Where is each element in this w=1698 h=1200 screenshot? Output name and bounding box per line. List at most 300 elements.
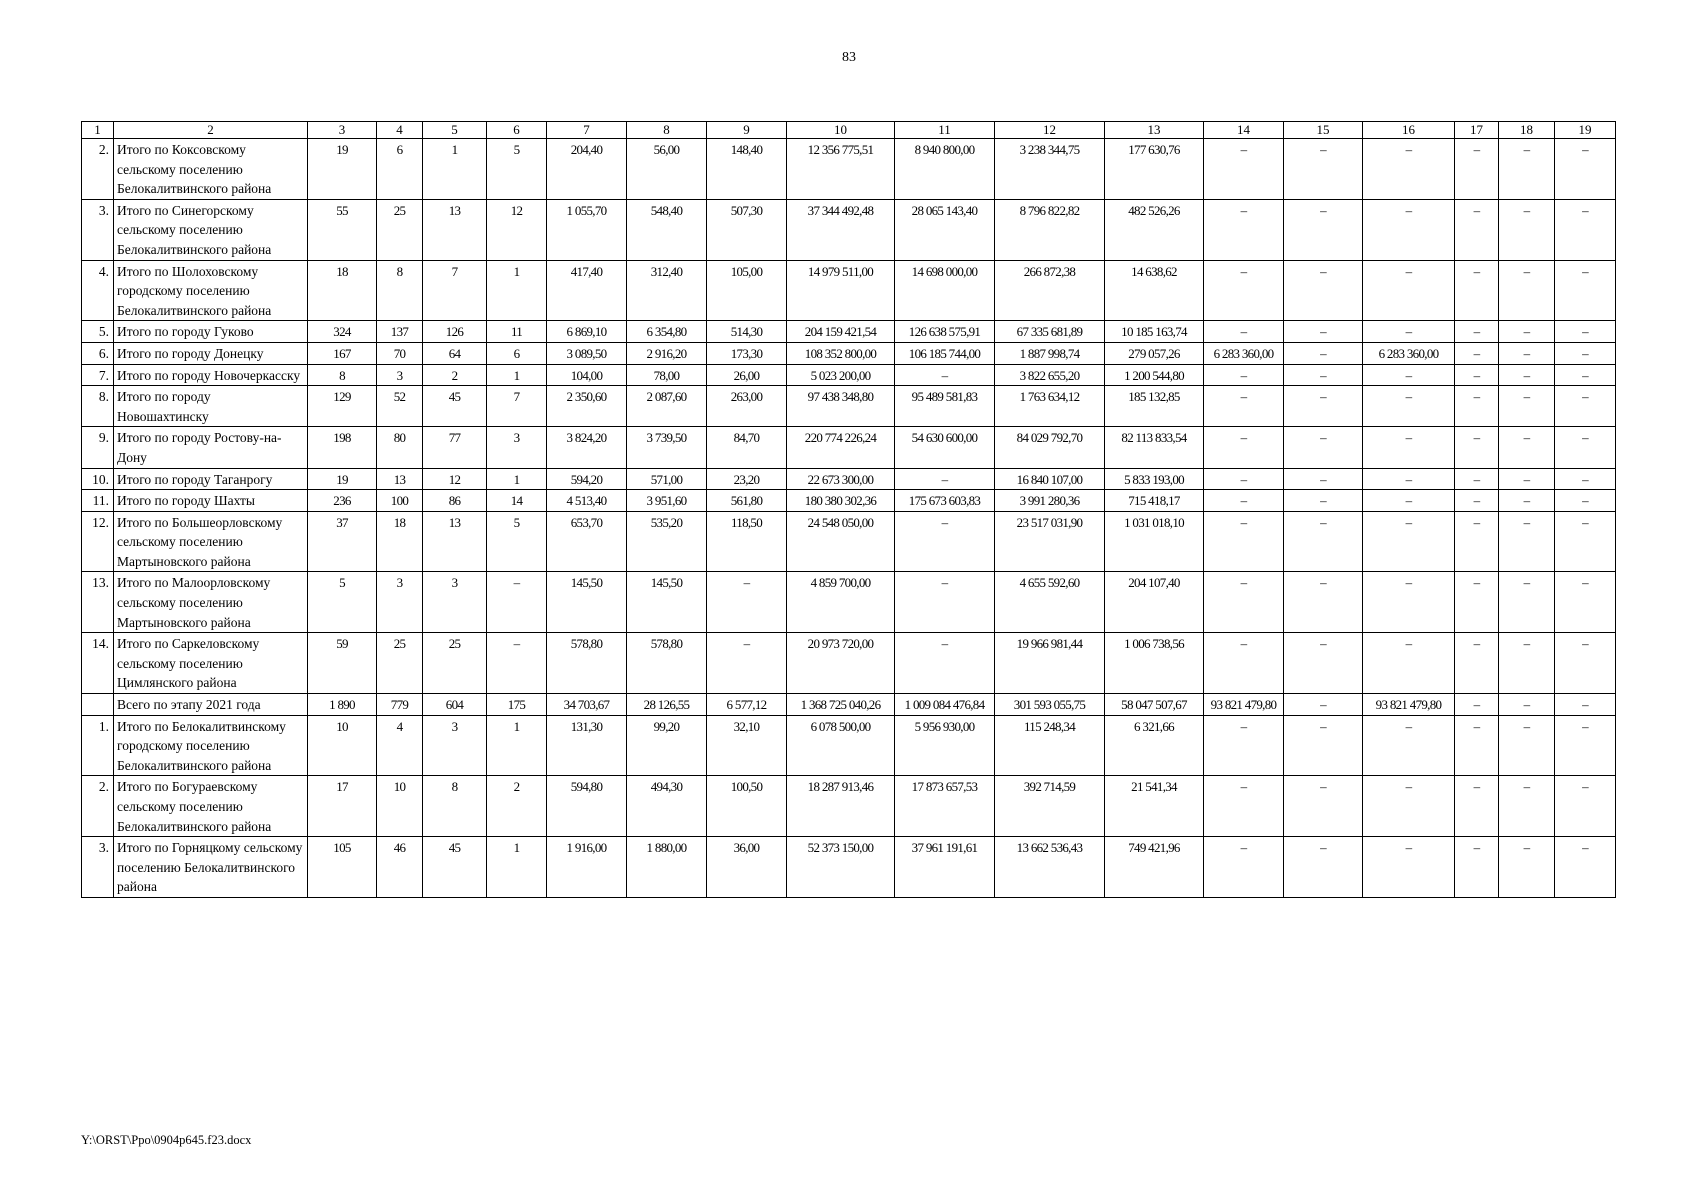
value-cell: 3 [423,572,487,633]
value-cell: 58 047 507,67 [1105,694,1204,716]
value-cell: 7 [487,386,547,427]
row-number-cell: 13. [82,572,114,633]
value-cell: – [1455,490,1499,512]
value-cell: 312,40 [627,260,707,321]
value-cell: 32,10 [707,715,787,776]
value-cell: – [1455,633,1499,694]
value-cell: – [1284,139,1363,200]
row-number-cell: 11. [82,490,114,512]
value-cell: 266 872,38 [995,260,1105,321]
column-number: 5 [423,122,487,139]
row-name-cell: Итого по Богураевскому сельскому поселению Белокалитвинского района [114,776,308,837]
table-row [82,715,1616,776]
value-cell: 78,00 [627,364,707,386]
row-name-cell: Итого по городу Шахты [114,490,308,512]
value-cell: 11 [487,321,547,343]
value-cell: 198 [308,427,377,468]
value-cell: 115 248,34 [995,715,1105,776]
value-cell: 3 [377,572,423,633]
value-cell: 167 [308,342,377,364]
column-number: 12 [995,122,1105,139]
value-cell: – [1555,511,1616,572]
value-cell: 180 380 302,36 [787,490,895,512]
column-number: 8 [627,122,707,139]
value-cell: 1 [487,260,547,321]
value-cell: – [895,511,995,572]
value-cell: 6 078 500,00 [787,715,895,776]
value-cell: 2 350,60 [547,386,627,427]
value-cell: – [1555,694,1616,716]
value-cell: 1 006 738,56 [1105,633,1204,694]
value-cell: – [1499,139,1555,200]
value-cell: – [1204,321,1284,343]
value-cell: 13 [377,468,423,490]
value-cell: 1 887 998,74 [995,342,1105,364]
row-name-cell: Итого по Белокалитвинскому городскому поселению Белокалитвинского района [114,715,308,776]
value-cell: – [1363,199,1455,260]
value-cell: 10 [377,776,423,837]
value-cell: 1 055,70 [547,199,627,260]
value-cell: 70 [377,342,423,364]
value-cell: 16 840 107,00 [995,468,1105,490]
table-row [82,468,1616,490]
row-number-cell: 5. [82,321,114,343]
row-number-cell: 4. [82,260,114,321]
value-cell: 6 [377,139,423,200]
row-number-cell: 3. [82,837,114,898]
value-cell: 80 [377,427,423,468]
value-cell: – [1284,260,1363,321]
row-number-cell: 10. [82,468,114,490]
value-cell: 18 287 913,46 [787,776,895,837]
value-cell: 1 031 018,10 [1105,511,1204,572]
value-cell: 137 [377,321,423,343]
value-cell: – [895,633,995,694]
column-number: 3 [308,122,377,139]
column-number: 2 [114,122,308,139]
table-row [82,511,1616,572]
value-cell: 108 352 800,00 [787,342,895,364]
value-cell: 594,80 [547,776,627,837]
value-cell: – [1284,364,1363,386]
value-cell: – [1363,572,1455,633]
value-cell: 105,00 [707,260,787,321]
row-name-cell: Итого по городу Новочеркасску [114,364,308,386]
column-number: 16 [1363,122,1455,139]
table-row [82,321,1616,343]
value-cell: – [1555,139,1616,200]
value-cell: – [1204,776,1284,837]
value-cell: – [1363,321,1455,343]
row-number-cell: 8. [82,386,114,427]
value-cell: – [1363,468,1455,490]
value-cell: 67 335 681,89 [995,321,1105,343]
value-cell: 482 526,26 [1105,199,1204,260]
value-cell: 715 418,17 [1105,490,1204,512]
row-number-cell: 9. [82,427,114,468]
value-cell: 82 113 833,54 [1105,427,1204,468]
value-cell: 45 [423,386,487,427]
row-number-cell: 12. [82,511,114,572]
row-number-cell: 2. [82,776,114,837]
value-cell: 37 961 191,61 [895,837,995,898]
value-cell: – [1555,715,1616,776]
value-cell: – [1555,468,1616,490]
value-cell: 28 065 143,40 [895,199,995,260]
value-cell: 59 [308,633,377,694]
row-name-cell: Итого по городу Гуково [114,321,308,343]
table-row [82,694,1616,716]
data-table [81,121,1616,898]
value-cell: – [1499,342,1555,364]
value-cell: 55 [308,199,377,260]
value-cell: 3 [423,715,487,776]
value-cell: – [1555,260,1616,321]
value-cell: – [1284,715,1363,776]
value-cell: 18 [308,260,377,321]
value-cell: – [1499,694,1555,716]
value-cell: 129 [308,386,377,427]
value-cell: 77 [423,427,487,468]
value-cell: 99,20 [627,715,707,776]
value-cell: – [1555,776,1616,837]
value-cell: 14 698 000,00 [895,260,995,321]
column-number: 19 [1555,122,1616,139]
value-cell: 204 107,40 [1105,572,1204,633]
value-cell: 7 [423,260,487,321]
value-cell: 12 356 775,51 [787,139,895,200]
value-cell: – [1499,490,1555,512]
value-cell: 578,80 [627,633,707,694]
value-cell: – [1555,342,1616,364]
value-cell: – [1455,511,1499,572]
column-number: 14 [1204,122,1284,139]
table-row [82,342,1616,364]
value-cell: – [1363,490,1455,512]
row-number-cell: 6. [82,342,114,364]
value-cell: – [1455,837,1499,898]
value-cell: 263,00 [707,386,787,427]
value-cell: 86 [423,490,487,512]
value-cell: 1 368 725 040,26 [787,694,895,716]
row-number-cell [82,694,114,716]
value-cell: 21 541,34 [1105,776,1204,837]
value-cell: 4 513,40 [547,490,627,512]
value-cell: – [1555,321,1616,343]
value-cell: – [1555,837,1616,898]
value-cell: 301 593 055,75 [995,694,1105,716]
value-cell: 3 991 280,36 [995,490,1105,512]
value-cell: 26,00 [707,364,787,386]
value-cell: 24 548 050,00 [787,511,895,572]
value-cell: 18 [377,511,423,572]
value-cell: 1 880,00 [627,837,707,898]
value-cell: 13 [423,511,487,572]
value-cell: – [1499,321,1555,343]
value-cell: 2 916,20 [627,342,707,364]
table-row [82,199,1616,260]
value-cell: – [1284,837,1363,898]
value-cell: 12 [423,468,487,490]
value-cell: – [1284,511,1363,572]
value-cell: 653,70 [547,511,627,572]
value-cell: – [1204,364,1284,386]
value-cell: 1 [487,468,547,490]
value-cell: 279 057,26 [1105,342,1204,364]
value-cell: – [1455,694,1499,716]
value-cell: – [1499,715,1555,776]
value-cell: – [1499,572,1555,633]
column-number: 15 [1284,122,1363,139]
value-cell: 95 489 581,83 [895,386,995,427]
value-cell: 23 517 031,90 [995,511,1105,572]
value-cell: 779 [377,694,423,716]
value-cell: 749 421,96 [1105,837,1204,898]
value-cell: 3 [377,364,423,386]
value-cell: 93 821 479,80 [1363,694,1455,716]
value-cell: – [1204,511,1284,572]
value-cell: 3 739,50 [627,427,707,468]
value-cell: 494,30 [627,776,707,837]
value-cell: 84,70 [707,427,787,468]
value-cell: 131,30 [547,715,627,776]
page-number: 83 [842,50,856,65]
value-cell: – [1455,321,1499,343]
value-cell: 14 [487,490,547,512]
value-cell: – [1455,260,1499,321]
row-name-cell: Итого по городу Донецку [114,342,308,364]
table-row [82,427,1616,468]
row-name-cell: Итого по Малоорловскому сельскому поселению Мартыновского района [114,572,308,633]
value-cell: – [1284,490,1363,512]
table-row [82,490,1616,512]
value-cell: 105 [308,837,377,898]
value-cell: 5 [487,511,547,572]
value-cell: 175 673 603,83 [895,490,995,512]
value-cell: 126 [423,321,487,343]
value-cell: 28 126,55 [627,694,707,716]
footer-file-path: Y:\ORST\Ppo\0904p645.f23.docx [81,1133,252,1147]
column-number: 6 [487,122,547,139]
value-cell: 100 [377,490,423,512]
value-cell: – [1284,199,1363,260]
value-cell: – [1455,715,1499,776]
column-number-row [82,122,1616,139]
value-cell: 1 200 544,80 [1105,364,1204,386]
value-cell: 106 185 744,00 [895,342,995,364]
value-cell: 6 [487,342,547,364]
value-cell: 20 973 720,00 [787,633,895,694]
value-cell: 604 [423,694,487,716]
value-cell: 56,00 [627,139,707,200]
value-cell: 173,30 [707,342,787,364]
value-cell: 8 [423,776,487,837]
value-cell: – [1204,837,1284,898]
row-number-cell: 2. [82,139,114,200]
value-cell: 52 373 150,00 [787,837,895,898]
value-cell: 3 822 655,20 [995,364,1105,386]
table-row [82,386,1616,427]
value-cell: – [1204,715,1284,776]
value-cell: – [1455,364,1499,386]
value-cell: – [1284,386,1363,427]
table-row [82,572,1616,633]
value-cell: – [1499,511,1555,572]
value-cell: 2 087,60 [627,386,707,427]
value-cell: 220 774 226,24 [787,427,895,468]
value-cell: – [1555,364,1616,386]
value-cell: – [1499,427,1555,468]
value-cell: 145,50 [547,572,627,633]
table-row [82,633,1616,694]
value-cell: – [895,572,995,633]
column-number: 9 [707,122,787,139]
value-cell: 14 638,62 [1105,260,1204,321]
value-cell: – [1555,633,1616,694]
value-cell: 2 [487,776,547,837]
value-cell: – [1455,427,1499,468]
value-cell: – [1499,386,1555,427]
column-number: 4 [377,122,423,139]
value-cell: – [1499,633,1555,694]
row-name-cell: Итого по Синегорскому сельскому поселению Белокалитвинского района [114,199,308,260]
value-cell: 4 655 592,60 [995,572,1105,633]
value-cell: – [1455,386,1499,427]
value-cell: – [1555,490,1616,512]
value-cell: – [487,572,547,633]
value-cell: – [1555,572,1616,633]
value-cell: 17 [308,776,377,837]
value-cell: – [1204,260,1284,321]
value-cell: – [1555,386,1616,427]
value-cell: 19 [308,139,377,200]
value-cell: – [1455,572,1499,633]
value-cell: 25 [377,199,423,260]
value-cell: 1 916,00 [547,837,627,898]
value-cell: 561,80 [707,490,787,512]
column-number: 18 [1499,122,1555,139]
value-cell: 3 [487,427,547,468]
column-number: 7 [547,122,627,139]
value-cell: – [1284,321,1363,343]
value-cell: 46 [377,837,423,898]
value-cell: – [1555,427,1616,468]
row-name-cell: Итого по городу Новошахтинску [114,386,308,427]
value-cell: 54 630 600,00 [895,427,995,468]
table-row [82,364,1616,386]
value-cell: 177 630,76 [1105,139,1204,200]
value-cell: 93 821 479,80 [1204,694,1284,716]
value-cell: 118,50 [707,511,787,572]
value-cell: 5 [487,139,547,200]
value-cell: – [1284,468,1363,490]
table-row [82,776,1616,837]
table-row [82,139,1616,200]
value-cell: 126 638 575,91 [895,321,995,343]
value-cell: – [707,633,787,694]
value-cell: – [1363,427,1455,468]
row-number-cell: 7. [82,364,114,386]
value-cell: 52 [377,386,423,427]
value-cell: – [1499,260,1555,321]
value-cell: – [1204,572,1284,633]
value-cell: – [1204,633,1284,694]
value-cell: 4 859 700,00 [787,572,895,633]
value-cell: 578,80 [547,633,627,694]
value-cell: 148,40 [707,139,787,200]
value-cell: 23,20 [707,468,787,490]
value-cell: 37 [308,511,377,572]
value-cell: 13 662 536,43 [995,837,1105,898]
value-cell: 1 009 084 476,84 [895,694,995,716]
column-number: 10 [787,122,895,139]
value-cell: 3 238 344,75 [995,139,1105,200]
value-cell: 17 873 657,53 [895,776,995,837]
column-number: 1 [82,122,114,139]
value-cell: 37 344 492,48 [787,199,895,260]
value-cell: 236 [308,490,377,512]
value-cell: – [1555,199,1616,260]
row-name-cell: Итого по Большеорловскому сельскому поселению Мартыновского района [114,511,308,572]
column-number: 11 [895,122,995,139]
value-cell: – [707,572,787,633]
value-cell: – [1284,572,1363,633]
table-row [82,260,1616,321]
row-name-cell: Итого по Коксовскому сельскому поселению Белокалитвинского района [114,139,308,200]
value-cell: 6 577,12 [707,694,787,716]
row-name-cell: Всего по этапу 2021 года [114,694,308,716]
value-cell: 571,00 [627,468,707,490]
value-cell: 25 [377,633,423,694]
value-cell: – [1499,837,1555,898]
value-cell: – [1284,427,1363,468]
value-cell: 5 956 930,00 [895,715,995,776]
value-cell: – [1204,386,1284,427]
value-cell: 10 185 163,74 [1105,321,1204,343]
value-cell: 548,40 [627,199,707,260]
value-cell: 6 354,80 [627,321,707,343]
value-cell: – [1284,342,1363,364]
value-cell: – [1455,776,1499,837]
value-cell: 1 [423,139,487,200]
value-cell: – [1455,199,1499,260]
value-cell: 507,30 [707,199,787,260]
value-cell: 4 [377,715,423,776]
value-cell: 10 [308,715,377,776]
value-cell: – [1363,837,1455,898]
row-name-cell: Итого по городу Ростову-на-Дону [114,427,308,468]
row-number-cell: 1. [82,715,114,776]
value-cell: – [1363,776,1455,837]
value-cell: 34 703,67 [547,694,627,716]
value-cell: 204 159 421,54 [787,321,895,343]
value-cell: 2 [423,364,487,386]
value-cell: 97 438 348,80 [787,386,895,427]
value-cell: 204,40 [547,139,627,200]
value-cell: 13 [423,199,487,260]
value-cell: – [1204,199,1284,260]
value-cell: 514,30 [707,321,787,343]
value-cell: – [1204,427,1284,468]
value-cell: – [1363,260,1455,321]
value-cell: 19 [308,468,377,490]
value-cell: 5 833 193,00 [1105,468,1204,490]
value-cell: – [1455,468,1499,490]
column-number: 17 [1455,122,1499,139]
value-cell: 1 763 634,12 [995,386,1105,427]
value-cell: 8 [377,260,423,321]
value-cell: 392 714,59 [995,776,1105,837]
